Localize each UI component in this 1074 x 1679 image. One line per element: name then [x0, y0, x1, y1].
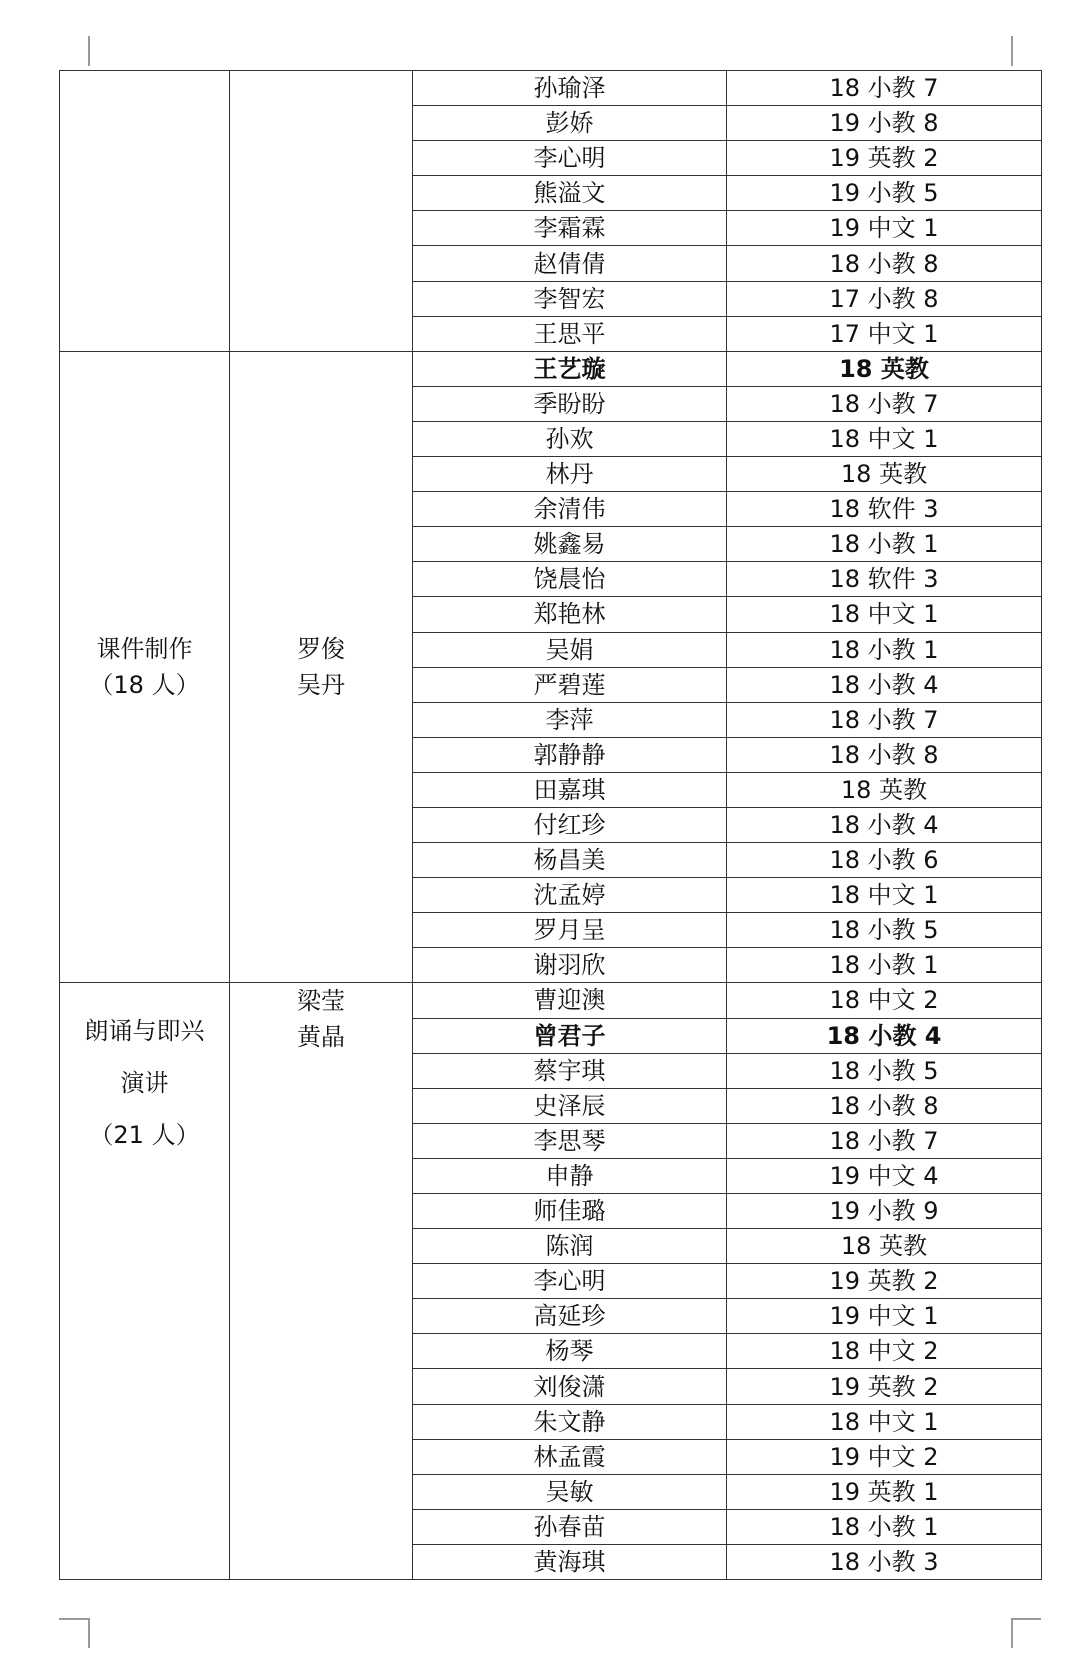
student-name: 李智宏	[413, 281, 727, 316]
student-name: 杨昌美	[413, 843, 727, 878]
student-name: 罗月呈	[413, 913, 727, 948]
student-name: 李霜霖	[413, 211, 727, 246]
table-row	[60, 351, 1042, 386]
student-class: 19 中文 2	[727, 1439, 1042, 1474]
student-class: 18 小教 4	[727, 1018, 1042, 1053]
student-class: 18 中文 1	[727, 421, 1042, 456]
student-class: 18 中文 1	[727, 1404, 1042, 1439]
student-name: 孙瑜泽	[413, 71, 727, 106]
activity-category-cell	[60, 351, 230, 983]
instructor-name: 梁莹	[297, 987, 345, 1016]
student-name: 陈润	[413, 1229, 727, 1264]
student-name: 高延珍	[413, 1299, 727, 1334]
student-class: 18 小教 7	[727, 1123, 1042, 1158]
student-name: 李心明	[413, 141, 727, 176]
student-class: 18 中文 1	[727, 597, 1042, 632]
student-name: 师佳璐	[413, 1194, 727, 1229]
student-class: 18 英教	[727, 772, 1042, 807]
student-name: 郑艳林	[413, 597, 727, 632]
student-class: 18 小教 4	[727, 807, 1042, 842]
student-class: 18 小教 3	[727, 1544, 1042, 1579]
student-class: 18 中文 2	[727, 1334, 1042, 1369]
student-class: 18 小教 6	[727, 843, 1042, 878]
student-name: 王艺璇	[413, 351, 727, 386]
student-name: 王思平	[413, 316, 727, 351]
student-class: 18 英教	[727, 457, 1042, 492]
category-label: 课件制作	[96, 635, 193, 664]
student-class: 19 中文 4	[727, 1158, 1042, 1193]
student-name: 史泽辰	[413, 1088, 727, 1123]
instructor-cell	[230, 351, 413, 983]
student-name: 吴敏	[413, 1474, 727, 1509]
student-name: 赵倩倩	[413, 246, 727, 281]
category-label: 演讲	[120, 1069, 169, 1098]
crop-mark	[88, 1618, 90, 1648]
student-class: 18 小教 1	[727, 527, 1042, 562]
student-class: 18 软件 3	[727, 562, 1042, 597]
student-class: 18 小教 7	[727, 386, 1042, 421]
student-name: 林孟霞	[413, 1439, 727, 1474]
student-class: 18 小教 1	[727, 948, 1042, 983]
student-class: 18 小教 8	[727, 246, 1042, 281]
student-class: 17 中文 1	[727, 316, 1042, 351]
student-class: 19 英教 1	[727, 1474, 1042, 1509]
student-class: 19 小教 8	[727, 106, 1042, 141]
activity-category-cell	[60, 983, 230, 1580]
student-class: 18 英教	[727, 351, 1042, 386]
student-class: 19 中文 1	[727, 1299, 1042, 1334]
student-class: 18 小教 1	[727, 1509, 1042, 1544]
student-name: 谢羽欣	[413, 948, 727, 983]
instructor-name: 吴丹	[297, 671, 345, 700]
activity-category-cell	[60, 71, 230, 352]
category-label: （18 人）	[89, 671, 200, 700]
student-name: 杨琴	[413, 1334, 727, 1369]
student-class: 18 英教	[727, 1229, 1042, 1264]
category-label: 朗诵与即兴	[84, 1017, 205, 1046]
instructor-cell	[230, 983, 413, 1580]
student-name: 孙欢	[413, 421, 727, 456]
student-class: 18 小教 1	[727, 632, 1042, 667]
student-class: 18 软件 3	[727, 492, 1042, 527]
student-name: 饶晨怡	[413, 562, 727, 597]
category-label: （21 人）	[89, 1121, 200, 1150]
roster-table	[59, 70, 1042, 1580]
student-name: 蔡宇琪	[413, 1053, 727, 1088]
student-name: 申静	[413, 1158, 727, 1193]
student-name: 熊溢文	[413, 176, 727, 211]
crop-mark	[59, 1618, 89, 1620]
instructor-cell	[230, 71, 413, 352]
table-row	[60, 983, 1042, 1018]
student-name: 孙春苗	[413, 1509, 727, 1544]
student-name: 田嘉琪	[413, 772, 727, 807]
student-class: 18 小教 7	[727, 71, 1042, 106]
student-class: 18 中文 1	[727, 878, 1042, 913]
student-class: 18 中文 2	[727, 983, 1042, 1018]
student-name: 朱文静	[413, 1404, 727, 1439]
student-name: 李心明	[413, 1264, 727, 1299]
student-name: 沈孟婷	[413, 878, 727, 913]
student-class: 18 小教 7	[727, 702, 1042, 737]
roster-table-body	[60, 71, 1042, 1580]
student-name: 季盼盼	[413, 386, 727, 421]
crop-mark	[88, 36, 90, 66]
student-class: 18 小教 5	[727, 913, 1042, 948]
student-class: 18 小教 4	[727, 667, 1042, 702]
crop-mark	[1011, 1618, 1013, 1648]
instructor-name: 黄晶	[297, 1023, 345, 1052]
student-name: 余清伟	[413, 492, 727, 527]
student-class: 19 英教 2	[727, 1369, 1042, 1404]
student-name: 郭静静	[413, 737, 727, 772]
student-name: 李萍	[413, 702, 727, 737]
student-class: 18 小教 5	[727, 1053, 1042, 1088]
crop-mark	[1011, 1618, 1041, 1620]
student-class: 19 小教 9	[727, 1194, 1042, 1229]
student-name: 黄海琪	[413, 1544, 727, 1579]
student-class: 19 小教 5	[727, 176, 1042, 211]
student-class: 19 中文 1	[727, 211, 1042, 246]
student-name: 姚鑫易	[413, 527, 727, 562]
student-name: 严碧莲	[413, 667, 727, 702]
student-name: 付红珍	[413, 807, 727, 842]
instructor-name: 罗俊	[297, 635, 345, 664]
student-class: 19 英教 2	[727, 141, 1042, 176]
student-name: 刘俊潇	[413, 1369, 727, 1404]
student-class: 17 小教 8	[727, 281, 1042, 316]
student-class: 18 小教 8	[727, 737, 1042, 772]
student-name: 林丹	[413, 457, 727, 492]
table-row	[60, 71, 1042, 106]
student-name: 曾君子	[413, 1018, 727, 1053]
crop-mark	[1011, 36, 1013, 66]
student-name: 彭娇	[413, 106, 727, 141]
student-class: 19 英教 2	[727, 1264, 1042, 1299]
student-name: 吴娟	[413, 632, 727, 667]
student-name: 李思琴	[413, 1123, 727, 1158]
student-class: 18 小教 8	[727, 1088, 1042, 1123]
student-name: 曹迎澳	[413, 983, 727, 1018]
